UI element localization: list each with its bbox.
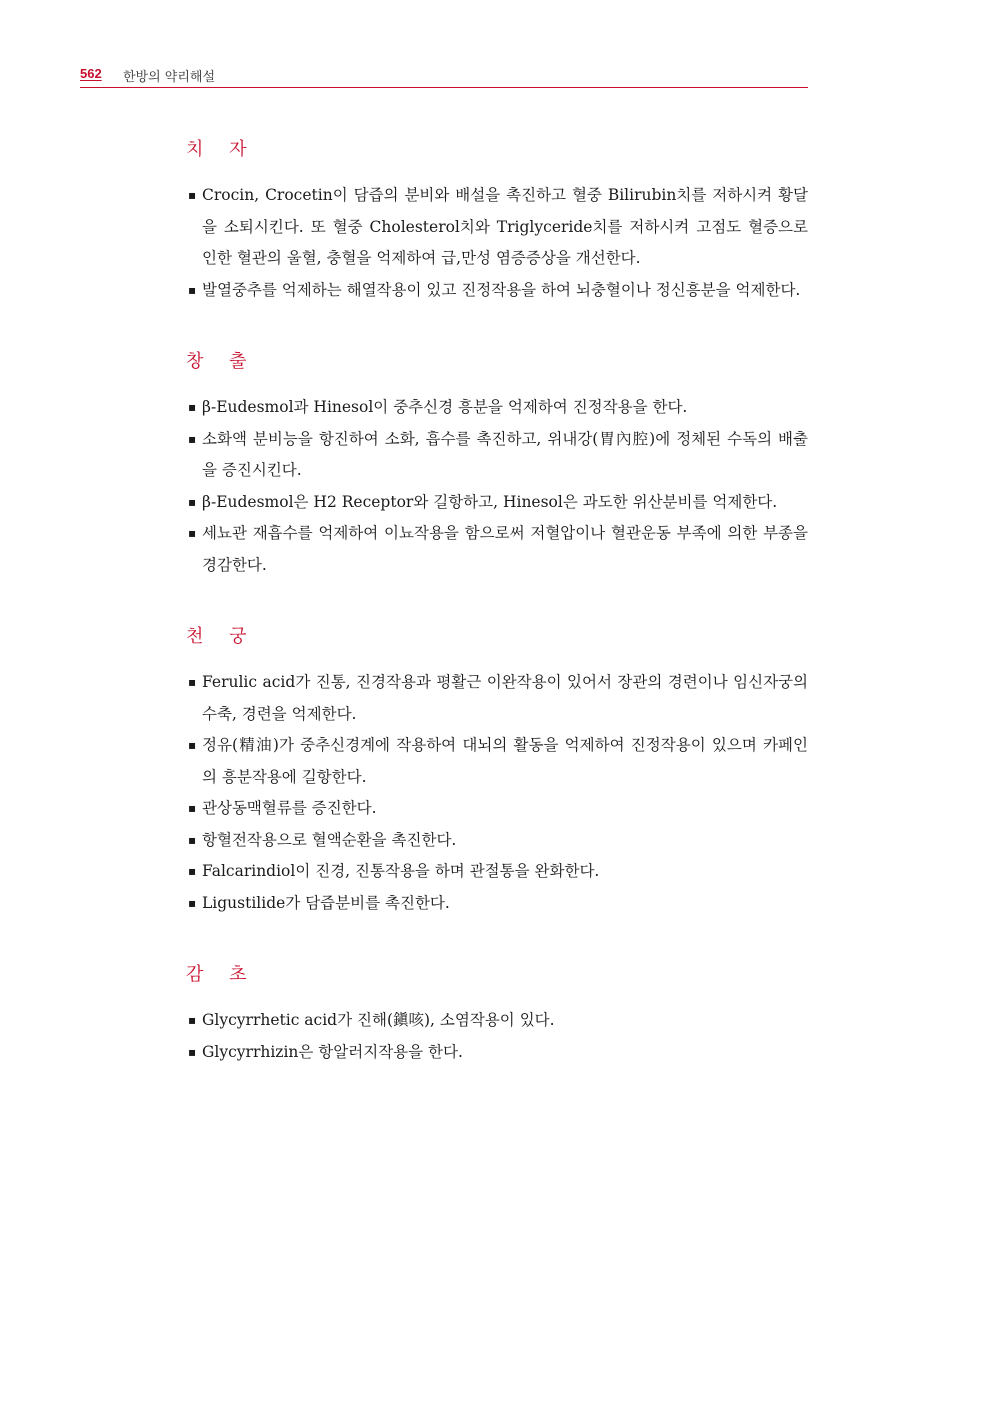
item-text: 항혈전작용으로 혈액순환을 촉진한다. — [202, 830, 457, 849]
list-item — [186, 518, 808, 581]
section-title: 창 출 — [186, 351, 257, 372]
item-text: Glycyrrhetic acid가 진해(鎭咳), 소염작용이 있다. — [202, 1011, 555, 1029]
item-text: 소화액 분비능을 항진하여 소화, 흡수를 촉진하고, 위내강(胃內腔)에 정체된 수독의 배출을 증진시킨다. — [202, 429, 808, 479]
bullet-icon: ▪ — [188, 895, 197, 910]
bullet-icon: ▪ — [188, 1013, 197, 1027]
item-text: Crocin, Crocetin이 담즙의 분비와 배설을 촉진하고 혈중 Bilirubin치를 저하시켜 황달을 소퇴시킨다. 또 혈중 Cholesterol치와 Triglyceride치를 저하시켜 고점도 혈증으로 인한 혈관의 울혈, 충혈을 억제하여 급,만성 염증증상을 개선한다. — [202, 186, 808, 267]
list-item — [186, 487, 808, 519]
bullet-icon: ▪ — [188, 188, 197, 202]
section-gamcho — [186, 961, 808, 1068]
list-item — [186, 825, 808, 857]
item-text: 정유(精油)가 중추신경계에 작용하여 대뇌의 활동을 억제하여 진정작용이 있으며 카페인의 흥분작용에 길항한다. — [202, 736, 808, 786]
bullet-icon: ▪ — [188, 400, 197, 414]
list-item — [186, 888, 808, 920]
section-title: 천 궁 — [186, 626, 257, 647]
list-item — [186, 392, 808, 424]
bullet-icon: ▪ — [188, 431, 197, 446]
page-number: 562 — [80, 66, 102, 81]
list-item — [186, 275, 808, 307]
item-text: β-Eudesmol은 H2 Receptor와 길항하고, Hinesol은 과도한 위산분비를 억제한다. — [202, 492, 778, 511]
section-changchul — [186, 348, 808, 581]
list-item — [186, 424, 808, 487]
item-text: Falcarindiol이 진경, 진통작용을 하며 관절통을 완화한다. — [202, 862, 600, 880]
list-item — [186, 856, 808, 888]
bullet-icon: ▪ — [188, 832, 197, 847]
section-title: 감 초 — [186, 964, 257, 985]
running-header — [80, 66, 808, 88]
section-title: 치 자 — [186, 139, 257, 160]
list-item — [186, 180, 808, 275]
item-text: 발열중추를 억제하는 해열작용이 있고 진정작용을 하여 뇌충혈이나 정신흥분을 억제한다. — [202, 280, 801, 299]
item-text: Ferulic acid가 진통, 진경작용과 평활근 이완작용이 있어서 장관의 경련이나 임신자궁의 수축, 경련을 억제한다. — [202, 673, 808, 723]
bullet-icon: ▪ — [188, 864, 197, 878]
item-text: β-Eudesmol과 Hinesol이 중추신경 흥분을 억제하여 진정작용을 한다. — [202, 398, 688, 416]
section-cheongung — [186, 623, 808, 919]
bullet-icon: ▪ — [188, 526, 197, 540]
bullet-icon: ▪ — [188, 494, 197, 509]
item-text: Ligustilide가 담즙분비를 촉진한다. — [202, 893, 450, 912]
main-content — [186, 136, 808, 1110]
bullet-icon: ▪ — [188, 282, 197, 297]
item-text: 세뇨관 재흡수를 억제하여 이뇨작용을 함으로써 저혈압이나 혈관운동 부족에 의한 부종을 경감한다. — [202, 524, 808, 574]
bullet-icon: ▪ — [188, 1044, 197, 1059]
item-text: Glycyrrhizin은 항알러지작용을 한다. — [202, 1042, 463, 1061]
list-item — [186, 667, 808, 730]
item-text: 관상동맥혈류를 증진한다. — [202, 799, 377, 817]
bullet-icon: ▪ — [188, 675, 197, 689]
bullet-icon: ▪ — [188, 738, 197, 752]
section-chija — [186, 136, 808, 306]
bullet-icon: ▪ — [188, 801, 197, 815]
book-title: 한방의 약리해설 — [123, 70, 216, 85]
list-item — [186, 730, 808, 793]
list-item — [186, 1037, 808, 1069]
list-item — [186, 1005, 808, 1037]
list-item — [186, 793, 808, 825]
